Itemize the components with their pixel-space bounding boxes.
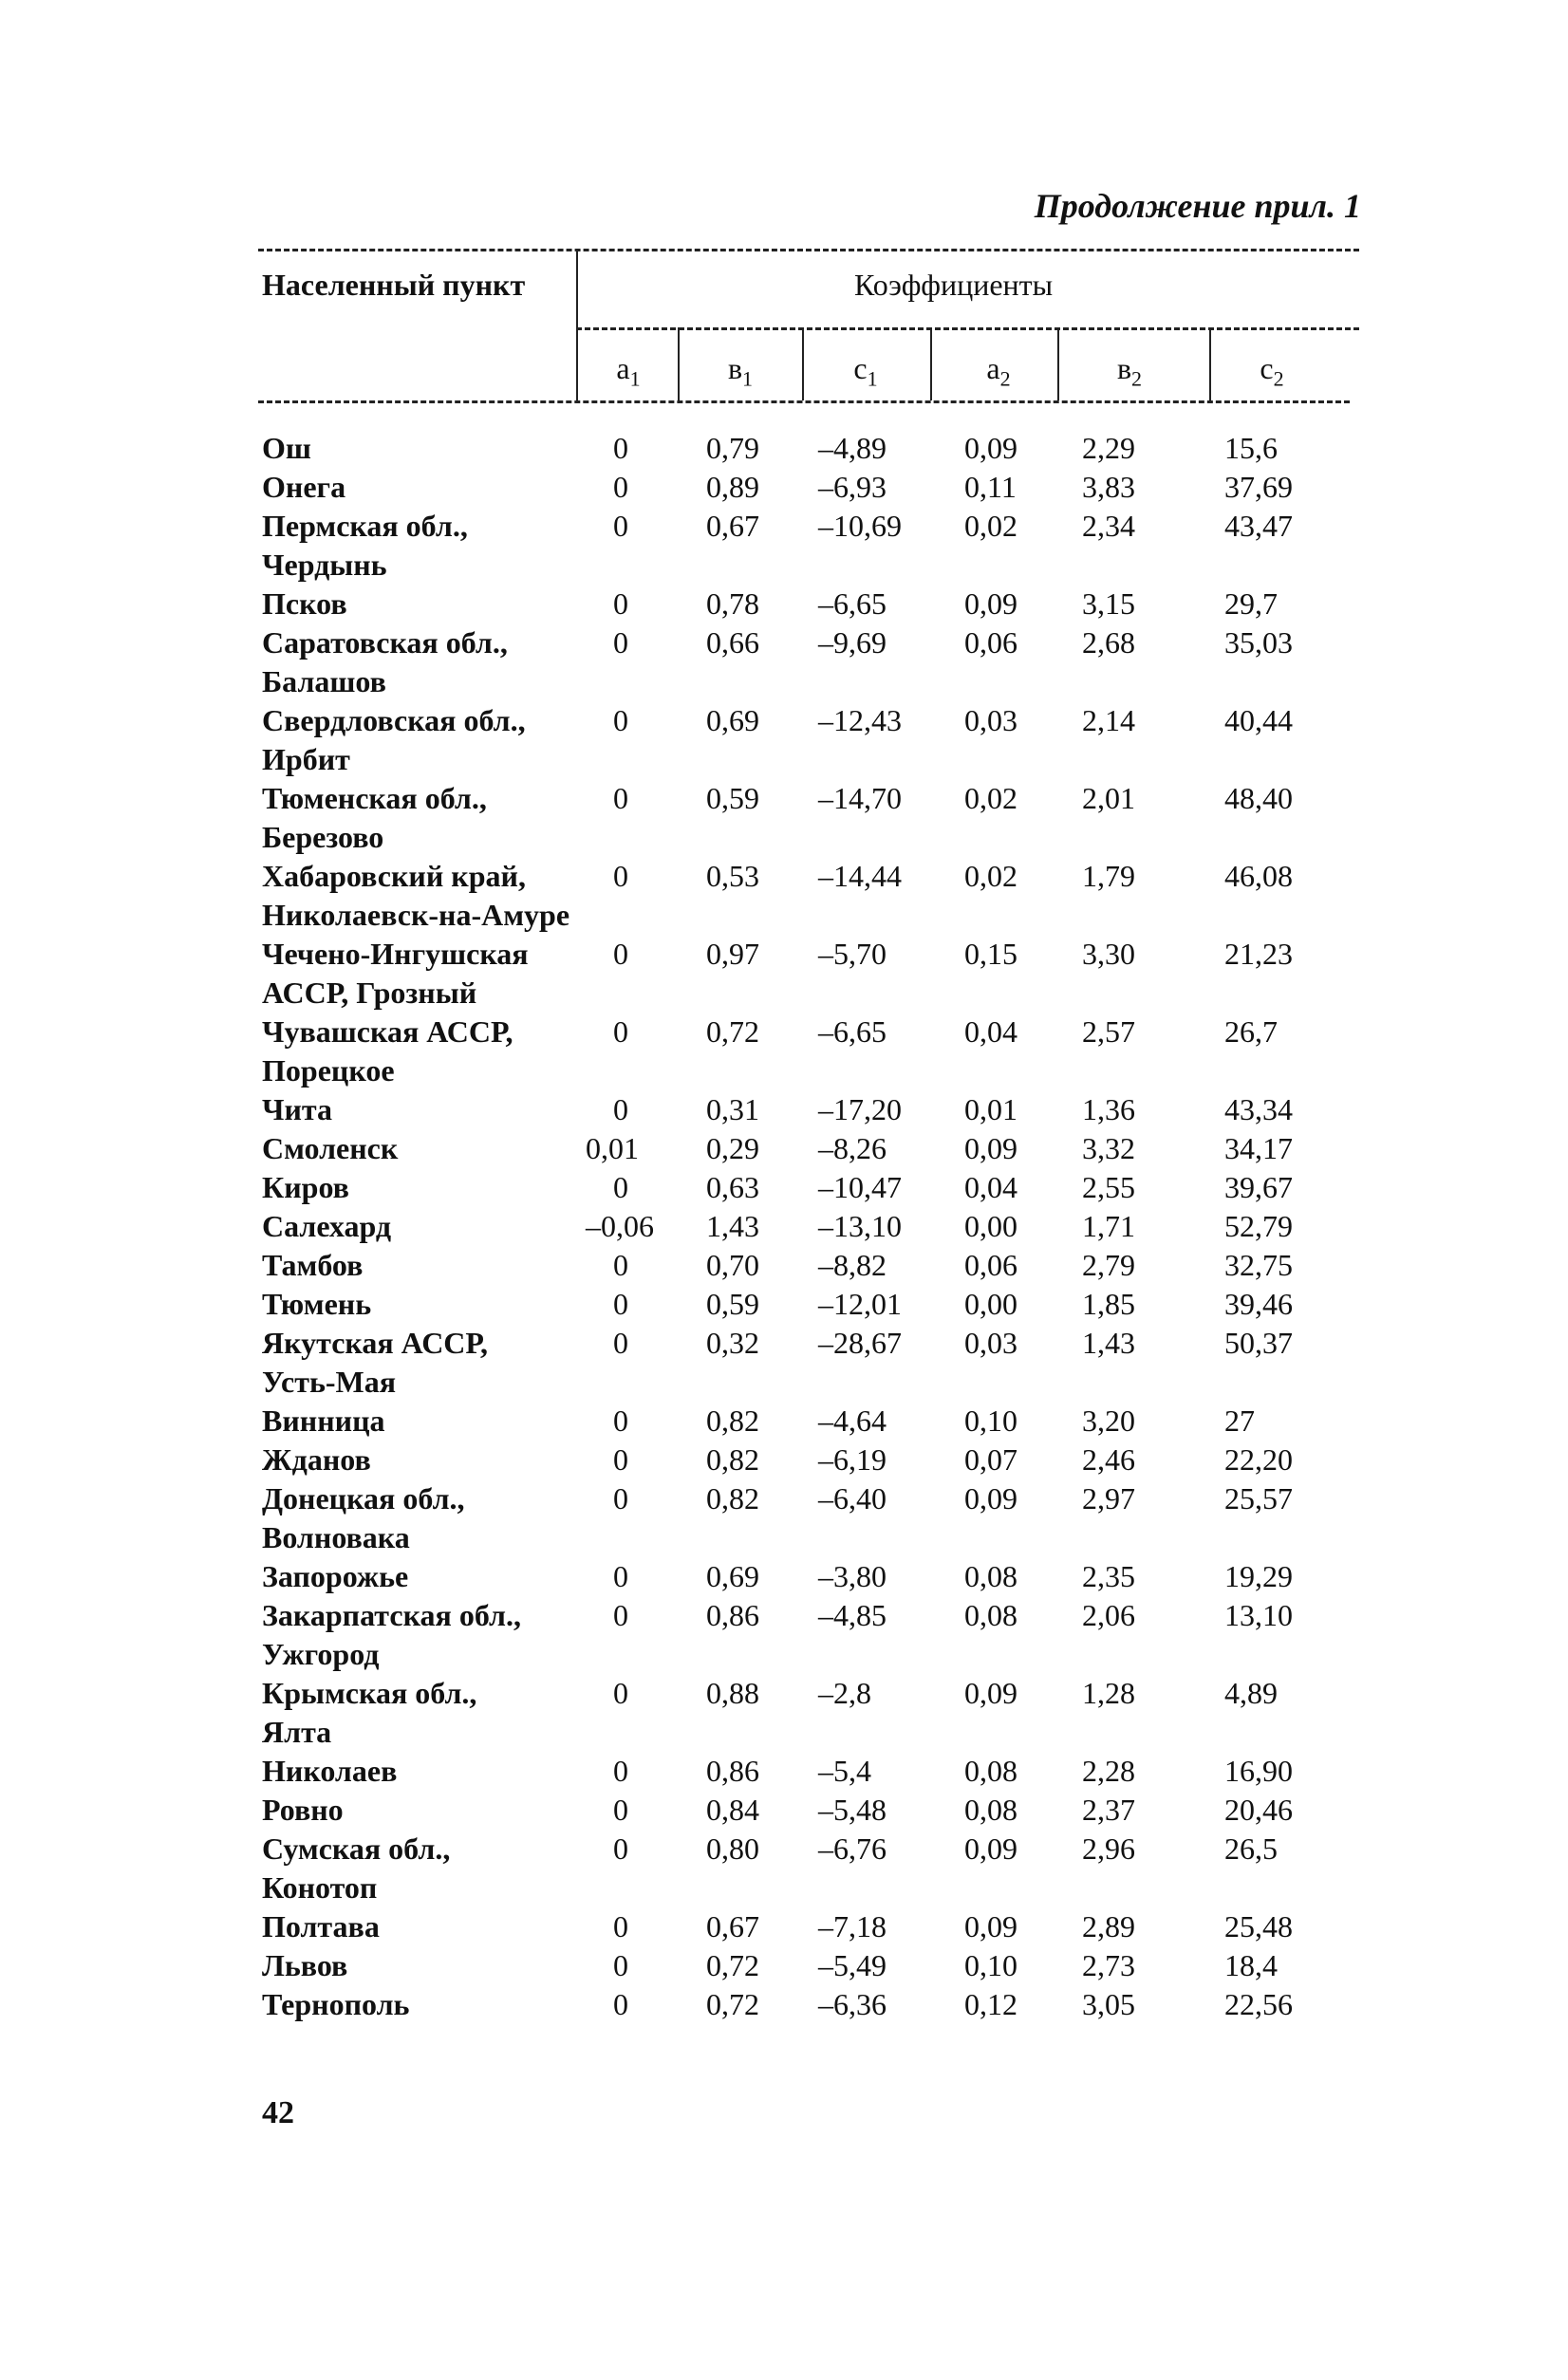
cell-a2: 0,11 <box>964 470 1017 504</box>
cell-a2: 0,09 <box>964 586 1017 621</box>
cell-a1: 0 <box>613 1248 628 1282</box>
cell-c2: 16,90 <box>1224 1754 1293 1788</box>
place-name: Николаевск-на-Амуре <box>262 898 570 932</box>
cell-b2: 2,96 <box>1082 1831 1135 1866</box>
cell-a1: 0 <box>613 859 628 893</box>
cell-a1: 0 <box>613 586 628 621</box>
cell-b2: 2,79 <box>1082 1248 1135 1282</box>
place-name: Полтава <box>262 1909 380 1943</box>
col-header-c2: $c_2$ <box>1260 351 1284 391</box>
cell-c1: –5,48 <box>818 1793 887 1827</box>
cell-c2: 15,6 <box>1224 431 1278 465</box>
cell-c2: 26,7 <box>1224 1014 1278 1049</box>
cell-a2: 0,10 <box>964 1948 1017 1982</box>
cell-b2: 1,85 <box>1082 1287 1135 1321</box>
cell-c1: –6,19 <box>818 1442 887 1477</box>
place-name: Николаев <box>262 1754 398 1788</box>
cell-a1: 0 <box>613 1987 628 2021</box>
cell-b2: 2,01 <box>1082 781 1135 815</box>
place-name: Донецкая обл., <box>262 1481 465 1515</box>
cell-a1: 0 <box>613 431 628 465</box>
cell-c2: 13,10 <box>1224 1598 1293 1632</box>
cell-b2: 2,06 <box>1082 1598 1135 1632</box>
cell-b1: 0,82 <box>706 1481 759 1515</box>
cell-b1: 0,63 <box>706 1170 759 1204</box>
cell-b2: 2,29 <box>1082 431 1135 465</box>
cell-a2: 0,09 <box>964 1831 1017 1866</box>
cell-c2: 50,37 <box>1224 1326 1293 1360</box>
cell-a2: 0,08 <box>964 1559 1017 1593</box>
col-header-b2: $в_2$ <box>1116 351 1143 391</box>
cell-a2: 0,02 <box>964 509 1017 543</box>
place-name: Ужгород <box>262 1637 380 1671</box>
cell-c2: 18,4 <box>1224 1948 1278 1982</box>
cell-b1: 0,67 <box>706 1909 759 1943</box>
cell-c2: 26,5 <box>1224 1831 1278 1866</box>
place-name: Чувашская АССР, <box>262 1014 513 1049</box>
place-name: Хабаровский край, <box>262 859 526 893</box>
cell-c1: –7,18 <box>818 1909 887 1943</box>
cell-c2: 4,89 <box>1224 1676 1278 1710</box>
cell-a2: 0,01 <box>964 1092 1017 1126</box>
col-header-b1: $в_1$ <box>727 351 754 391</box>
cell-b1: 1,43 <box>706 1209 759 1243</box>
place-name: Пермская обл., <box>262 509 468 543</box>
cell-a2: 0,04 <box>964 1170 1017 1204</box>
cell-b1: 0,82 <box>706 1404 759 1438</box>
place-name: Псков <box>262 586 347 621</box>
cell-b2: 1,79 <box>1082 859 1135 893</box>
cell-c2: 48,40 <box>1224 781 1293 815</box>
place-name: Крымская обл., <box>262 1676 477 1710</box>
cell-c2: 25,48 <box>1224 1909 1293 1943</box>
cell-a1: 0 <box>613 1287 628 1321</box>
place-column-header: Населенный пункт <box>262 268 526 302</box>
cell-c2: 39,46 <box>1224 1287 1293 1321</box>
place-name: Киров <box>262 1170 349 1204</box>
cell-c2: 46,08 <box>1224 859 1293 893</box>
cell-b2: 2,37 <box>1082 1793 1135 1827</box>
place-name: Тамбов <box>262 1248 364 1282</box>
cell-b2: 2,73 <box>1082 1948 1135 1982</box>
place-name: Чечено-Ингушская <box>262 937 529 971</box>
cell-b1: 0,67 <box>706 509 759 543</box>
cell-a2: 0,02 <box>964 859 1017 893</box>
cell-a2: 0,12 <box>964 1987 1017 2021</box>
cell-a2: 0,09 <box>964 1481 1017 1515</box>
cell-c1: –6,76 <box>818 1831 887 1866</box>
continuation-title: Продолжение прил. 1 <box>1034 187 1361 225</box>
cell-a2: 0,06 <box>964 1248 1017 1282</box>
cell-a2: 0,03 <box>964 1326 1017 1360</box>
page-number: 42 <box>262 2095 294 2130</box>
cell-b1: 0,88 <box>706 1676 759 1710</box>
cell-c2: 22,56 <box>1224 1987 1293 2021</box>
place-name: Балашов <box>262 664 386 698</box>
cell-c2: 40,44 <box>1224 703 1293 737</box>
cell-b2: 2,28 <box>1082 1754 1135 1788</box>
cell-c2: 52,79 <box>1224 1209 1293 1243</box>
cell-a2: 0,00 <box>964 1209 1017 1243</box>
cell-a1: 0 <box>613 937 628 971</box>
cell-c2: 22,20 <box>1224 1442 1293 1477</box>
cell-c1: –12,43 <box>818 703 902 737</box>
cell-c1: –6,65 <box>818 586 887 621</box>
place-name: Винница <box>262 1404 385 1438</box>
place-name: Тюмень <box>262 1287 372 1321</box>
place-name: Ровно <box>262 1793 344 1827</box>
cell-c1: –10,47 <box>818 1170 902 1204</box>
cell-b2: 2,97 <box>1082 1481 1135 1515</box>
cell-b2: 2,55 <box>1082 1170 1135 1204</box>
cell-b1: 0,82 <box>706 1442 759 1477</box>
cell-c1: –10,69 <box>818 509 902 543</box>
cell-b1: 0,69 <box>706 1559 759 1593</box>
cell-a1: 0 <box>613 1481 628 1515</box>
cell-b1: 0,86 <box>706 1754 759 1788</box>
cell-b2: 1,28 <box>1082 1676 1135 1710</box>
cell-a1: 0 <box>613 1909 628 1943</box>
cell-a2: 0,02 <box>964 781 1017 815</box>
cell-b2: 1,43 <box>1082 1326 1135 1360</box>
cell-a1: 0 <box>613 1793 628 1827</box>
cell-a1: 0 <box>613 1754 628 1788</box>
cell-c1: –8,26 <box>818 1131 887 1165</box>
cell-c2: 43,47 <box>1224 509 1293 543</box>
coefficients-header: Коэффициенты <box>854 268 1054 302</box>
cell-b2: 3,05 <box>1082 1987 1135 2021</box>
cell-c2: 25,57 <box>1224 1481 1293 1515</box>
place-name: Онега <box>262 470 346 504</box>
cell-a1: 0 <box>613 1170 628 1204</box>
cell-c1: –14,44 <box>818 859 902 893</box>
cell-c2: 34,17 <box>1224 1131 1293 1165</box>
cell-a2: 0,03 <box>964 703 1017 737</box>
cell-b2: 2,89 <box>1082 1909 1135 1943</box>
cell-b1: 0,53 <box>706 859 759 893</box>
cell-a1: 0 <box>613 703 628 737</box>
place-name: Свердловская обл., <box>262 703 526 737</box>
cell-a1: 0 <box>613 1598 628 1632</box>
cell-b2: 2,14 <box>1082 703 1135 737</box>
cell-a1: 0 <box>613 1014 628 1049</box>
cell-b1: 0,31 <box>706 1092 759 1126</box>
place-name: Салехард <box>262 1209 392 1243</box>
cell-b2: 3,32 <box>1082 1131 1135 1165</box>
cell-c1: –4,85 <box>818 1598 887 1632</box>
cell-a2: 0,09 <box>964 1676 1017 1710</box>
cell-a1: 0 <box>613 1948 628 1982</box>
cell-a1: 0 <box>613 1831 628 1866</box>
cell-b1: 0,72 <box>706 1948 759 1982</box>
cell-c2: 21,23 <box>1224 937 1293 971</box>
place-name: Якутская АССР, <box>262 1326 488 1360</box>
cell-a1: 0 <box>613 470 628 504</box>
place-name: Березово <box>262 820 384 854</box>
cell-a1: 0 <box>613 1559 628 1593</box>
cell-c1: –14,70 <box>818 781 902 815</box>
cell-b2: 2,68 <box>1082 625 1135 660</box>
cell-a2: 0,08 <box>964 1793 1017 1827</box>
cell-a2: 0,08 <box>964 1598 1017 1632</box>
place-name: Закарпатская обл., <box>262 1598 521 1632</box>
cell-a2: 0,10 <box>964 1404 1017 1438</box>
place-name: Саратовская обл., <box>262 625 508 660</box>
cell-b1: 0,69 <box>706 703 759 737</box>
place-name: Тюменская обл., <box>262 781 487 815</box>
cell-b2: 2,46 <box>1082 1442 1135 1477</box>
cell-b1: 0,84 <box>706 1793 759 1827</box>
place-name: Волновака <box>262 1520 410 1554</box>
cell-a2: 0,09 <box>964 1131 1017 1165</box>
cell-a1: 0 <box>613 1676 628 1710</box>
cell-b1: 0,70 <box>706 1248 759 1282</box>
cell-c1: –17,20 <box>818 1092 902 1126</box>
cell-c1: –4,64 <box>818 1404 887 1438</box>
cell-a1: 0 <box>613 1326 628 1360</box>
cell-c2: 27 <box>1224 1404 1255 1438</box>
cell-a2: 0,00 <box>964 1287 1017 1321</box>
cell-a2: 0,08 <box>964 1754 1017 1788</box>
cell-b2: 2,35 <box>1082 1559 1135 1593</box>
place-name: Чердынь <box>262 548 387 582</box>
cell-a1: 0 <box>613 781 628 815</box>
cell-c1: –2,8 <box>818 1676 871 1710</box>
cell-b1: 0,72 <box>706 1014 759 1049</box>
cell-c1: –5,4 <box>818 1754 871 1788</box>
col-header-c1: $c_1$ <box>853 351 878 391</box>
place-name: Порецкое <box>262 1053 395 1088</box>
cell-c1: –4,89 <box>818 431 887 465</box>
place-name: АССР, Грозный <box>262 976 477 1010</box>
cell-c2: 43,34 <box>1224 1092 1293 1126</box>
cell-c1: –9,69 <box>818 625 887 660</box>
cell-b2: 2,57 <box>1082 1014 1135 1049</box>
cell-b1: 0,89 <box>706 470 759 504</box>
cell-b1: 0,78 <box>706 586 759 621</box>
cell-a1: 0 <box>613 625 628 660</box>
cell-b2: 3,30 <box>1082 937 1135 971</box>
cell-b1: 0,32 <box>706 1326 759 1360</box>
cell-c2: 29,7 <box>1224 586 1278 621</box>
cell-c1: –13,10 <box>818 1209 902 1243</box>
cell-c1: –5,70 <box>818 937 887 971</box>
place-name: Ош <box>262 431 311 465</box>
cell-c1: –6,40 <box>818 1481 887 1515</box>
place-name: Жданов <box>262 1442 371 1477</box>
cell-b1: 0,80 <box>706 1831 759 1866</box>
cell-a1: 0 <box>613 509 628 543</box>
col-header-a2: $a_2$ <box>986 351 1011 391</box>
cell-c2: 35,03 <box>1224 625 1293 660</box>
cell-c1: –8,82 <box>818 1248 887 1282</box>
cell-b2: 3,83 <box>1082 470 1135 504</box>
cell-c1: –12,01 <box>818 1287 902 1321</box>
place-name: Конотоп <box>262 1870 378 1905</box>
cell-b2: 2,34 <box>1082 509 1135 543</box>
cell-c1: –5,49 <box>818 1948 887 1982</box>
cell-c2: 39,67 <box>1224 1170 1293 1204</box>
cell-c2: 19,29 <box>1224 1559 1293 1593</box>
cell-b1: 0,59 <box>706 1287 759 1321</box>
cell-b1: 0,72 <box>706 1987 759 2021</box>
place-name: Усть-Мая <box>262 1365 397 1399</box>
cell-a2: 0,15 <box>964 937 1017 971</box>
place-name: Смоленск <box>262 1131 399 1165</box>
cell-b1: 0,59 <box>706 781 759 815</box>
place-name: Львов <box>262 1948 348 1982</box>
cell-a1: 0 <box>613 1442 628 1477</box>
cell-b2: 3,15 <box>1082 586 1135 621</box>
place-name: Ялта <box>262 1715 332 1749</box>
cell-a2: 0,07 <box>964 1442 1017 1477</box>
cell-b1: 0,97 <box>706 937 759 971</box>
cell-b2: 3,20 <box>1082 1404 1135 1438</box>
place-name: Тернополь <box>262 1987 410 2021</box>
place-name: Запорожье <box>262 1559 409 1593</box>
place-name: Сумская обл., <box>262 1831 451 1866</box>
cell-a1: 0,01 <box>586 1131 639 1165</box>
cell-c1: –6,93 <box>818 470 887 504</box>
cell-a1: 0 <box>613 1092 628 1126</box>
cell-b2: 1,71 <box>1082 1209 1135 1243</box>
cell-b1: 0,66 <box>706 625 759 660</box>
cell-c1: –6,36 <box>818 1987 887 2021</box>
cell-a2: 0,06 <box>964 625 1017 660</box>
cell-a1: 0 <box>613 1404 628 1438</box>
cell-a2: 0,09 <box>964 431 1017 465</box>
place-name: Чита <box>262 1092 333 1126</box>
cell-c2: 20,46 <box>1224 1793 1293 1827</box>
place-name: Ирбит <box>262 742 350 776</box>
cell-c1: –6,65 <box>818 1014 887 1049</box>
cell-a2: 0,09 <box>964 1909 1017 1943</box>
cell-a1: –0,06 <box>586 1209 654 1243</box>
cell-b2: 1,36 <box>1082 1092 1135 1126</box>
cell-c1: –3,80 <box>818 1559 887 1593</box>
col-header-a1: $a_1$ <box>616 351 641 391</box>
cell-b1: 0,29 <box>706 1131 759 1165</box>
cell-a2: 0,04 <box>964 1014 1017 1049</box>
cell-c1: –28,67 <box>818 1326 902 1360</box>
cell-c2: 32,75 <box>1224 1248 1293 1282</box>
cell-b1: 0,79 <box>706 431 759 465</box>
cell-c2: 37,69 <box>1224 470 1293 504</box>
cell-b1: 0,86 <box>706 1598 759 1632</box>
